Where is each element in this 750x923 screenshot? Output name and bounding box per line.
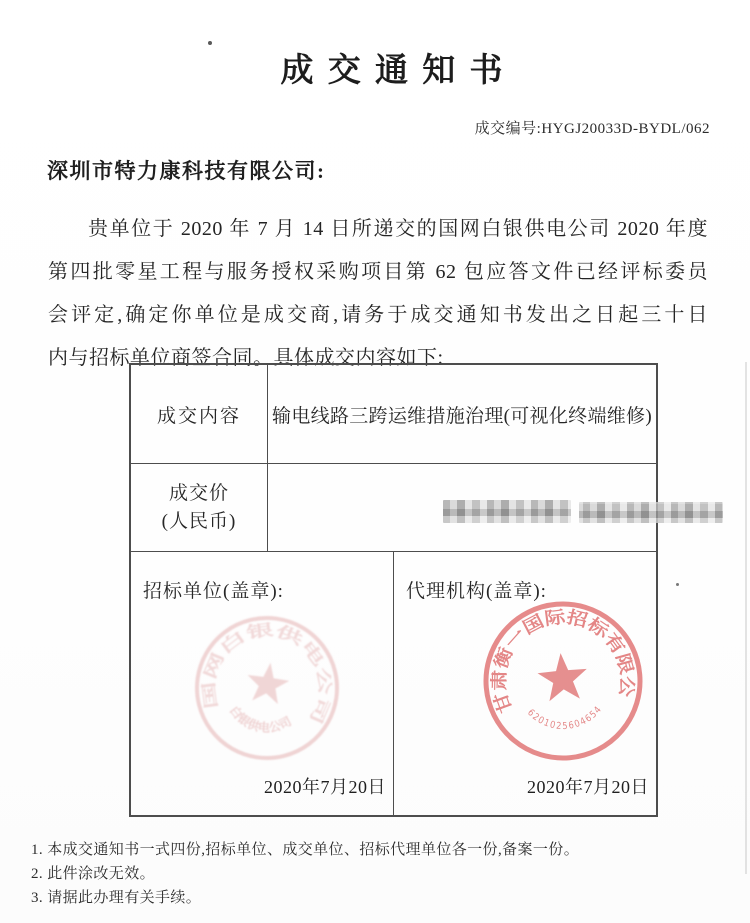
body-line: 第四批零星工程与服务授权采购项目第 62 包应答文件已经评标委员	[48, 261, 708, 283]
body-paragraph	[48, 208, 708, 380]
addressee-company: 深圳市特力康科技有限公司:	[47, 159, 326, 183]
footnote-1: 1. 本成交通知书一式四份,招标单位、成交单位、招标代理单位各一份,备案一份。	[31, 842, 580, 858]
notice-number-value: HYGJ20033D-BYDL/062	[541, 121, 710, 137]
tender-unit-seal-label: 招标单位(盖章):	[143, 581, 284, 602]
notice-number-line	[475, 117, 710, 138]
table-cell-tender-unit	[131, 552, 394, 815]
redacted-price-mosaic	[443, 500, 571, 523]
body-line: 贵单位于 2020 年 7 月 14 日所递交的国网白银供电公司 2020 年度	[88, 218, 708, 240]
scan-edge-shadow	[745, 362, 747, 874]
table-cell-price-label	[131, 464, 268, 552]
agency-seal-label: 代理机构(盖章):	[406, 581, 547, 602]
tender-stamp-arc-text: 国网白银供电公司	[201, 622, 333, 716]
body-line: 内与招标单位商签合同。具体成交内容如下:	[48, 347, 444, 369]
content-label: 成交内容	[156, 405, 241, 427]
tender-unit-date: 2020年7月20日	[264, 777, 386, 797]
content-value: 输电线路三跨运维措施治理(可视化终端维修)	[272, 405, 652, 427]
body-line: 会评定,确定你单位是成交商,请务于成交通知书发出之日起三十日	[48, 304, 708, 326]
price-label-line1: 成交价	[168, 482, 229, 504]
table-cell-content-value	[268, 365, 656, 464]
agency-stamp-arc-text: 甘肃衡一国际招标有限公司	[488, 606, 638, 716]
agency-date: 2020年7月20日	[527, 777, 649, 797]
table-cell-agency	[394, 552, 656, 815]
table-cell-price-value	[268, 464, 656, 552]
agency-stamp-code: 6201025604654	[525, 702, 606, 733]
document-title: 成 交 通 知 书	[280, 53, 506, 89]
footnote-2: 2. 此件涂改无效。	[31, 866, 156, 882]
price-label-line2: (人民币)	[161, 510, 237, 532]
redacted-price-mosaic	[579, 502, 723, 523]
footnote-3: 3. 请据此办理有关手续。	[31, 890, 202, 906]
award-details-table	[129, 363, 658, 817]
scan-speck-artifact	[676, 583, 679, 586]
table-cell-content-label	[131, 365, 268, 464]
notice-number-label: 成交编号:	[474, 121, 542, 137]
tender-stamp-banner-text: 白银供电公司	[226, 703, 294, 735]
